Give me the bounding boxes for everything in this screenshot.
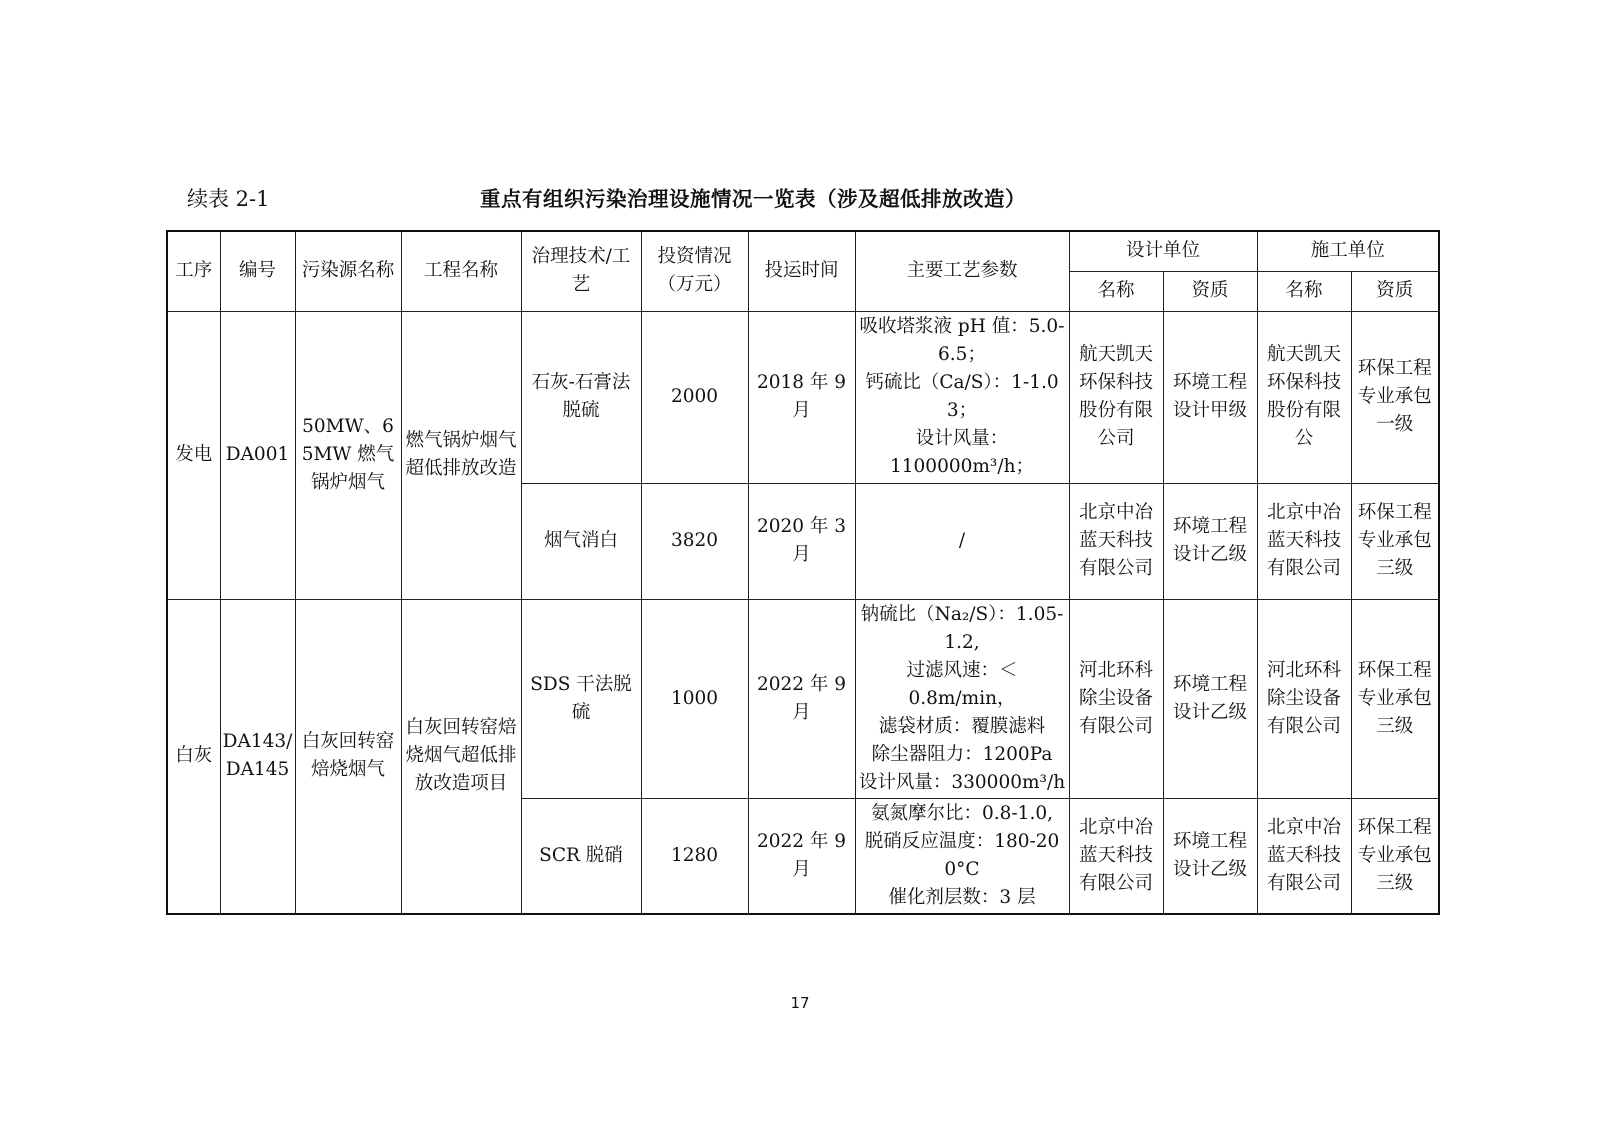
cell-investment: 2000 xyxy=(641,311,748,483)
cell-design-qualification: 环境工程设计乙级 xyxy=(1163,599,1257,798)
header-project: 工程名称 xyxy=(401,231,521,311)
table-row xyxy=(167,599,1439,798)
cell-tech: 石灰-石膏法脱硫 xyxy=(521,311,641,483)
cell-design-name: 北京中冶蓝天科技有限公司 xyxy=(1069,798,1163,914)
cell-construction-name: 航天凯天环保科技股份有限公 xyxy=(1257,311,1351,483)
header-params: 主要工艺参数 xyxy=(855,231,1069,311)
cell-investment: 1000 xyxy=(641,599,748,798)
cell-source: 50MW、65MW 燃气锅炉烟气 xyxy=(295,311,401,599)
table-caption-label: 续表 2-1 xyxy=(187,187,270,211)
table-caption-title: 重点有组织污染治理设施情况一览表（涉及超低排放改造） xyxy=(480,187,1026,211)
cell-code: DA143/ DA145 xyxy=(220,599,295,914)
cell-construction-name: 河北环科除尘设备有限公司 xyxy=(1257,599,1351,798)
header-investment: 投资情况（万元） xyxy=(641,231,748,311)
cell-tech: SDS 干法脱硫 xyxy=(521,599,641,798)
cell-params: / xyxy=(855,483,1069,599)
cell-construction-qualification: 环保工程专业承包一级 xyxy=(1351,311,1439,483)
cell-code: DA001 xyxy=(220,311,295,599)
cell-design-name: 北京中冶蓝天科技有限公司 xyxy=(1069,483,1163,599)
cell-investment: 1280 xyxy=(641,798,748,914)
header-design-qualification: 资质 xyxy=(1163,271,1257,311)
header-source: 污染源名称 xyxy=(295,231,401,311)
cell-design-qualification: 环境工程设计甲级 xyxy=(1163,311,1257,483)
cell-params: 吸收塔浆液 pH 值：5.0-6.5； 钙硫比（Ca/S）：1-1.03； 设计风量： 1100000m³/h； xyxy=(855,311,1069,483)
cell-start-time: 2022 年 9 月 xyxy=(748,599,855,798)
cell-construction-qualification: 环保工程专业承包三级 xyxy=(1351,798,1439,914)
cell-design-qualification: 环境工程设计乙级 xyxy=(1163,798,1257,914)
cell-process: 白灰 xyxy=(167,599,220,914)
table-row xyxy=(167,311,1439,483)
header-design-name: 名称 xyxy=(1069,271,1163,311)
cell-construction-name: 北京中冶蓝天科技有限公司 xyxy=(1257,483,1351,599)
cell-start-time: 2020 年 3 月 xyxy=(748,483,855,599)
cell-start-time: 2018 年 9 月 xyxy=(748,311,855,483)
cell-design-name: 河北环科除尘设备有限公司 xyxy=(1069,599,1163,798)
header-construction-qualification: 资质 xyxy=(1351,271,1439,311)
header-tech: 治理技术/工艺 xyxy=(521,231,641,311)
cell-construction-qualification: 环保工程专业承包三级 xyxy=(1351,483,1439,599)
pollution-facilities-table xyxy=(166,230,1440,915)
header-construction-name: 名称 xyxy=(1257,271,1351,311)
cell-project: 燃气锅炉烟气超低排放改造 xyxy=(401,311,521,599)
header-start-time: 投运时间 xyxy=(748,231,855,311)
page-number: 17 xyxy=(790,994,810,1012)
cell-start-time: 2022 年 9 月 xyxy=(748,798,855,914)
header-process: 工序 xyxy=(167,231,220,311)
cell-construction-name: 北京中冶蓝天科技有限公司 xyxy=(1257,798,1351,914)
header-design-unit: 设计单位 xyxy=(1069,231,1257,271)
cell-project: 白灰回转窑焙烧烟气超低排放改造项目 xyxy=(401,599,521,914)
cell-params: 氨氮摩尔比：0.8-1.0, 脱硝反应温度：180-200°C 催化剂层数：3 层 xyxy=(855,798,1069,914)
cell-tech: 烟气消白 xyxy=(521,483,641,599)
cell-process: 发电 xyxy=(167,311,220,599)
cell-design-qualification: 环境工程设计乙级 xyxy=(1163,483,1257,599)
cell-params: 钠硫比（Na₂/S）：1.05-1.2, 过滤风速：＜ 0.8m/min， 滤袋材质：覆膜滤料 除尘器阻力：1200Pa 设计风量：330000m³/h xyxy=(855,599,1069,798)
cell-investment: 3820 xyxy=(641,483,748,599)
cell-source: 白灰回转窑焙烧烟气 xyxy=(295,599,401,914)
header-code: 编号 xyxy=(220,231,295,311)
cell-design-name: 航天凯天环保科技股份有限公司 xyxy=(1069,311,1163,483)
header-construction-unit: 施工单位 xyxy=(1257,231,1439,271)
cell-tech: SCR 脱硝 xyxy=(521,798,641,914)
cell-construction-qualification: 环保工程专业承包三级 xyxy=(1351,599,1439,798)
